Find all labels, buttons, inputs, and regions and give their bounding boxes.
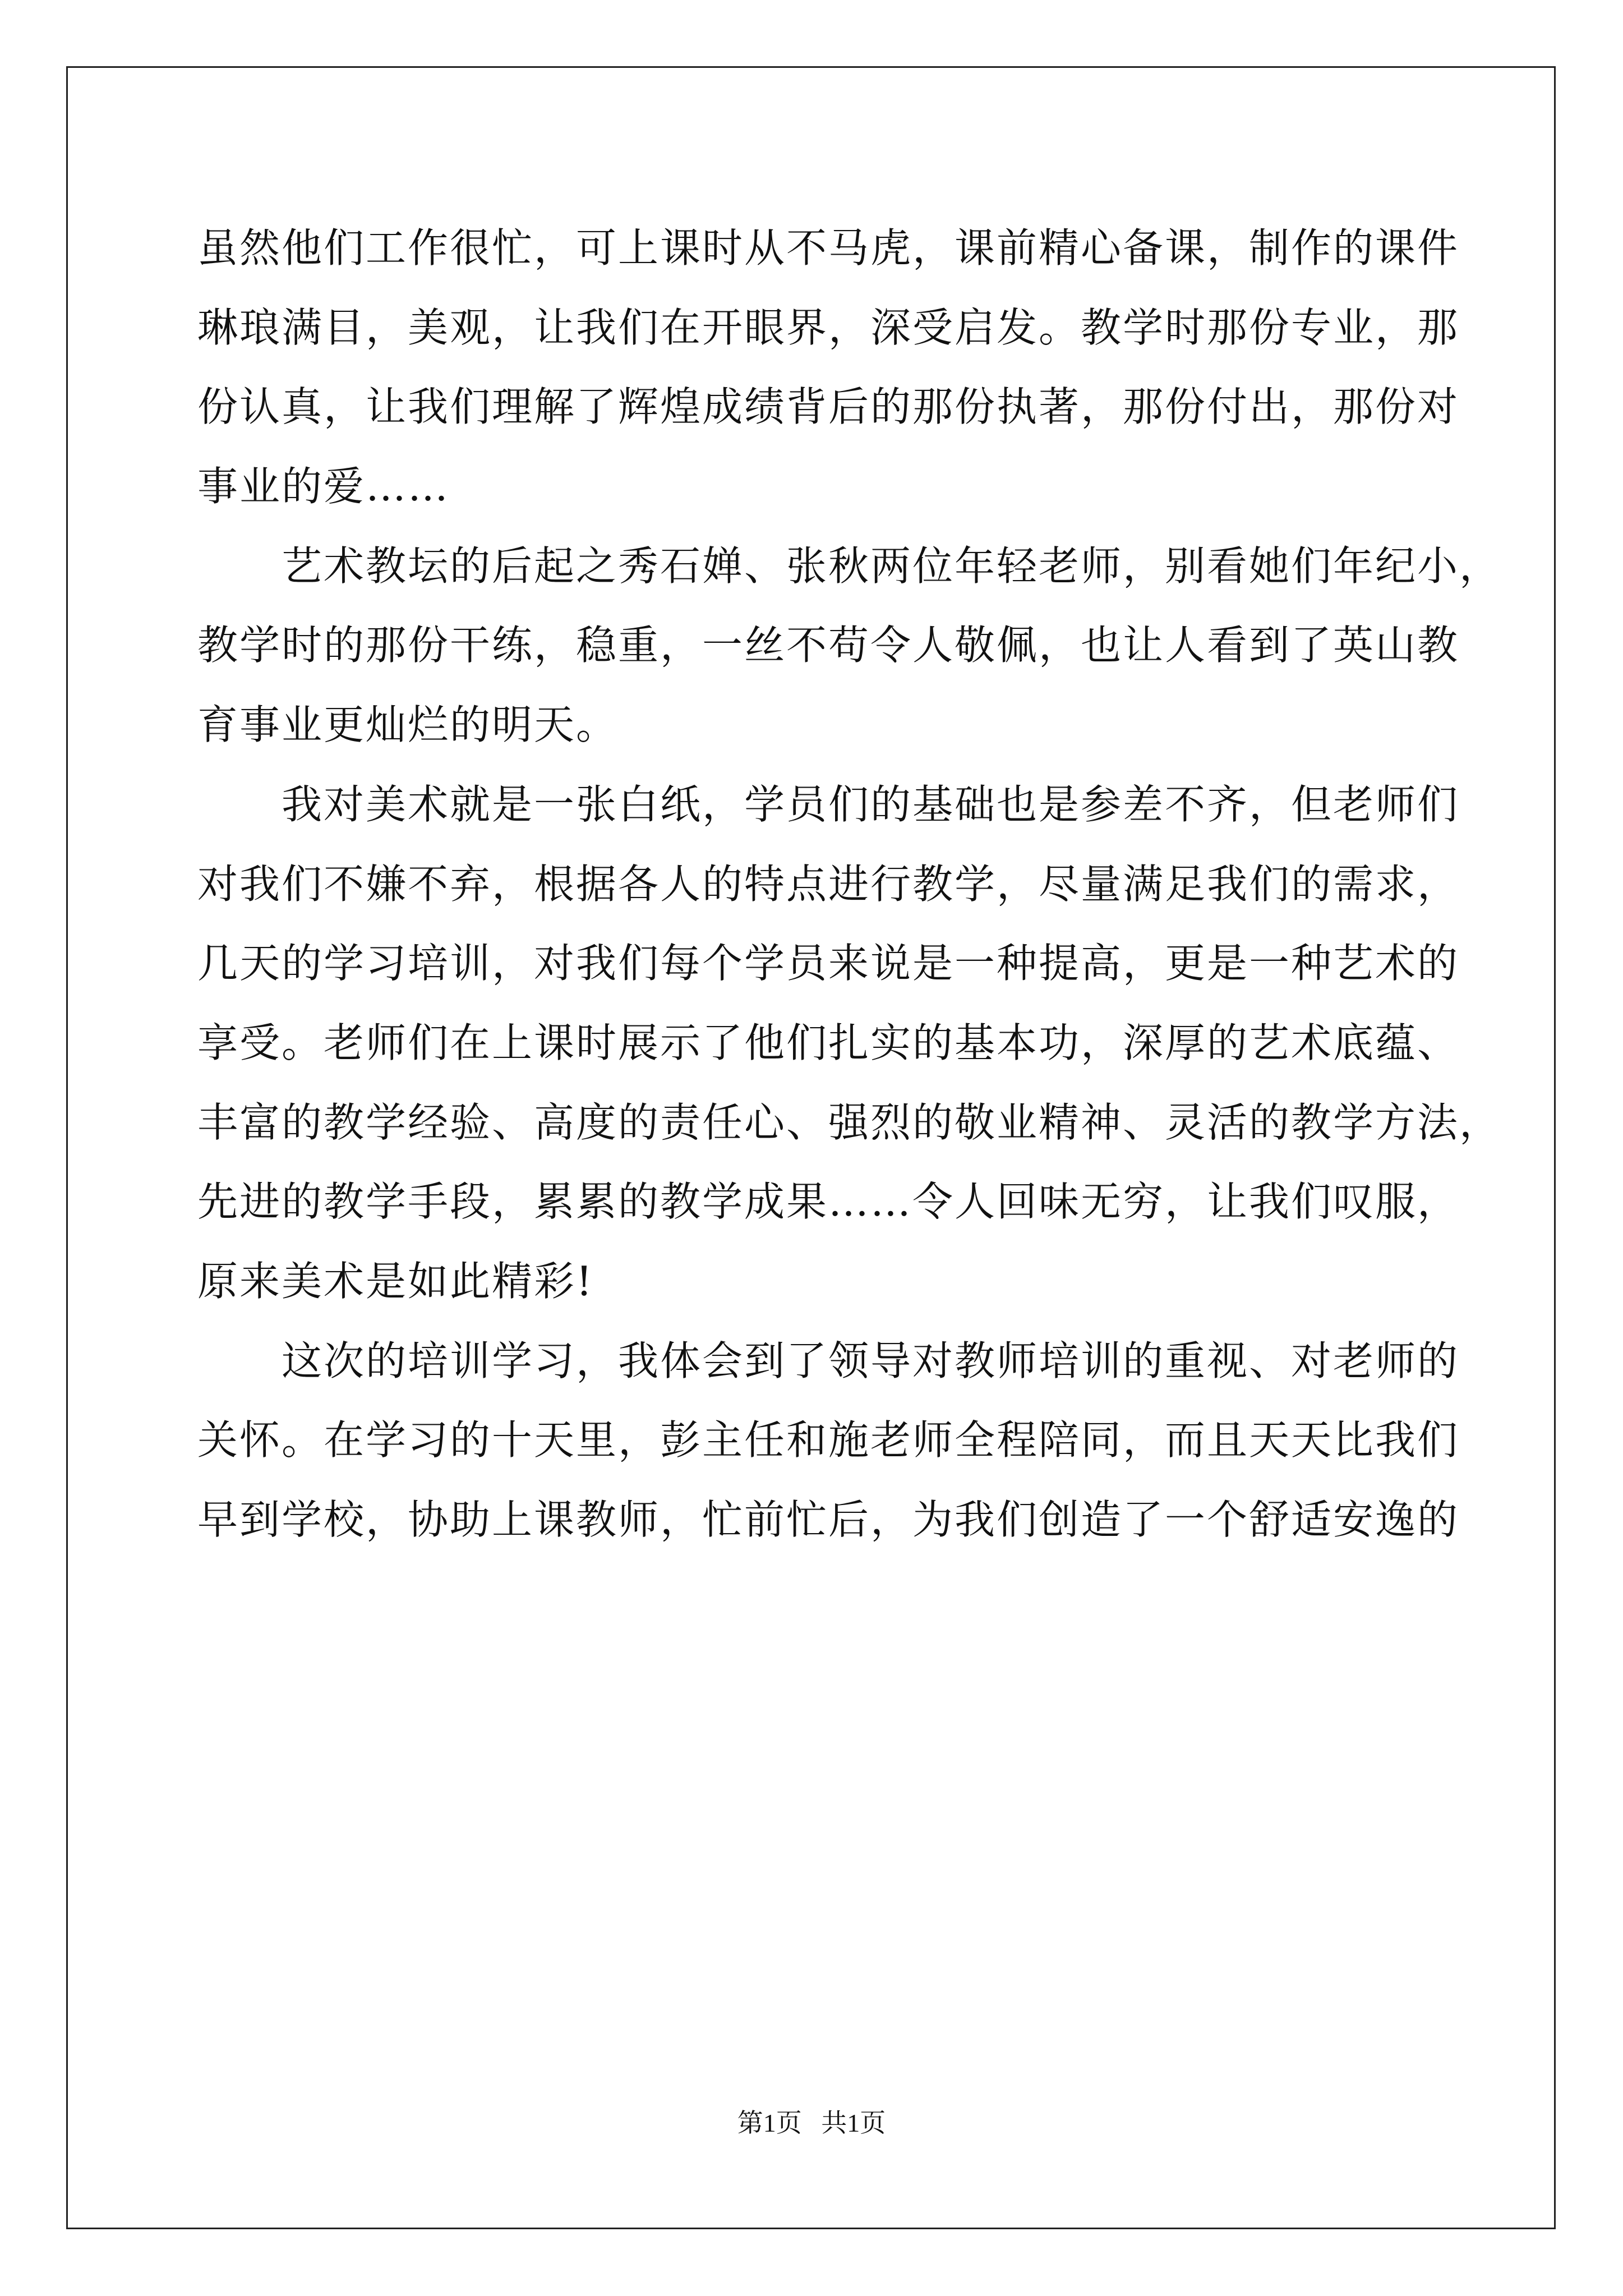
text-line: 份认真，让我们理解了辉煌成绩背后的那份执著，那份付出，那份对 (197, 383, 1460, 431)
document-body (197, 209, 1502, 1560)
text-line: 事业的爱…… (197, 463, 450, 510)
text-line: 教学时的那份干练，稳重，一丝不苟令人敬佩，也让人看到了英山教 (197, 622, 1460, 669)
text-line: 几天的学习培训，对我们每个学员来说是一种提高，更是一种艺术的 (197, 940, 1460, 987)
text-line: 艺术教坛的后起之秀石婵、张秋两位年轻老师，别看她们年纪小， (197, 542, 1502, 590)
text-line: 关怀。在学习的十天里，彭主任和施老师全程陪同，而且天天比我们 (197, 1416, 1460, 1464)
text-line: 早到学校，协助上课教师，忙前忙后，为我们创造了一个舒适安逸的 (197, 1496, 1460, 1543)
page-number-footer: 第1页 共1页 (737, 2109, 886, 2137)
text-line: 丰富的教学经验、高度的责任心、强烈的敬业精神、灵活的教学方法， (197, 1098, 1502, 1146)
text-line: 这次的培训学习，我体会到了领导对教师培训的重视、对老师的 (197, 1337, 1460, 1384)
text-line: 先进的教学手段，累累的教学成果……令人回味无穷，让我们叹服， (197, 1178, 1460, 1226)
text-line: 琳琅满目，美观，让我们在开眼界，深受启发。教学时那份专业，那 (197, 303, 1460, 351)
text-line: 虽然他们工作很忙，可上课时从不马虎，课前精心备课，制作的课件 (197, 224, 1460, 272)
text-line: 对我们不嫌不弃，根据各人的特点进行教学，尽量满足我们的需求， (197, 860, 1460, 908)
text-line: 原来美术是如此精彩! (197, 1257, 594, 1305)
text-line: 育事业更灿烂的明天。 (197, 701, 619, 749)
text-line: 我对美术就是一张白纸，学员们的基础也是参差不齐，但老师们 (197, 780, 1460, 828)
text-line: 享受。老师们在上课时展示了他们扎实的基本功，深厚的艺术底蕴、 (197, 1019, 1460, 1066)
